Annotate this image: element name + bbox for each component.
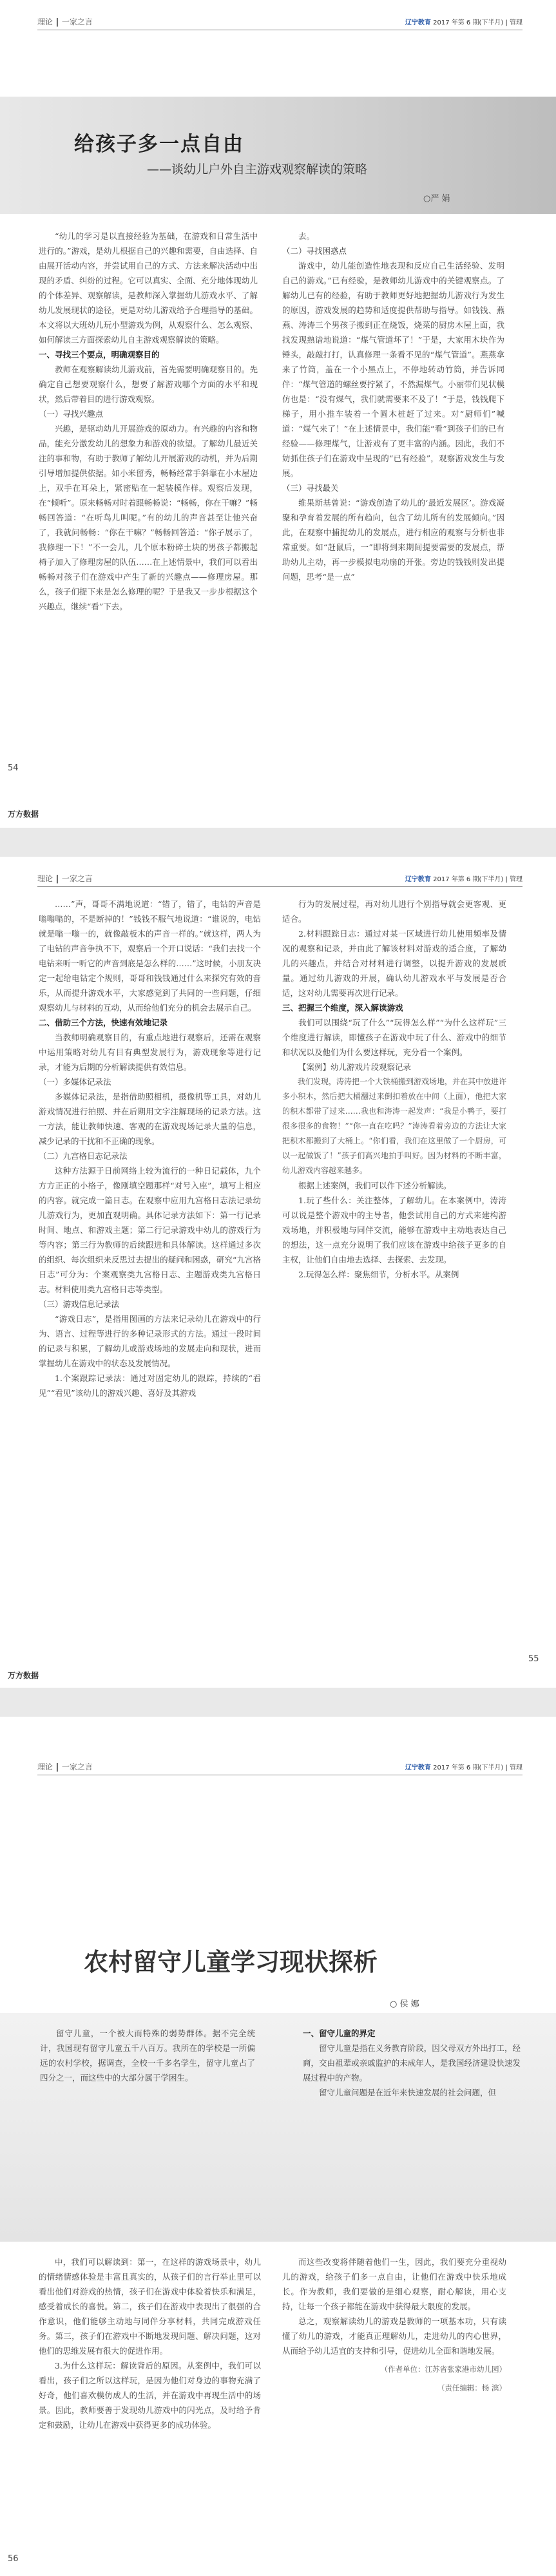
page-gap — [0, 828, 556, 857]
paragraph: 2.材料跟踪日志：通过对某一区域进行幼儿使用频率及情况的观察和记录，并由此了解该材料对游戏的适合度，了解幼儿的兴趣点，并结合对材料进行调整，以提升游戏的发展质量。通过幼儿游戏的开展，确认幼儿游戏水平与发展是否合适，这对幼儿需要再次进行记录。 — [282, 929, 506, 998]
page-gap — [0, 1688, 556, 1717]
paragraph: 多媒体记录法，是指借助照相机，摄像机等工具，对幼儿游戏情况进行拍照、并在后期用文字注解现场的记录方法。这一方法，能让教师快速、客观的在游戏现场记录大量的信息，减少记录的干扰和不正确的现象。 — [39, 1092, 261, 1146]
section-heading: 一、留守儿童的界定 — [303, 2028, 376, 2038]
paragraph: 我们可以围绕“玩了什么”“玩得怎么样”“为什么这样玩”三个维度进行解读，即懂孩子在游戏中玩了什么、游戏中的细节和状况以及他们为什么要这样玩，充分看一个案例。 — [282, 1018, 506, 1057]
paragraph: 留守儿童问题是在近年来快速发展的社会问题，但 — [319, 2088, 497, 2097]
body-column-left — [39, 897, 261, 1400]
running-header — [37, 867, 522, 887]
paragraph: 1.玩了些什么：关注整体，了解幼儿。在本案例中，涛涛可以说是整个游戏中的主导者，他尝试用自己的方式来建构游戏场地，并积极地与同伴交流，能够在游戏中主动地表达自己的想法，这一点充分说明了我们应该在游戏中给孩子更多的自主权，让他们自由地去选择、去探索、去发现。 — [282, 1196, 506, 1264]
article-banner — [0, 97, 556, 214]
paragraph: 【案例】幼儿游戏片段观察记录 — [298, 1062, 412, 1072]
abstract-band — [0, 2013, 556, 2242]
paragraph: 1.个案跟踪记录法：通过对固定幼儿的跟踪，持续的“看见”“看见”该幼儿的游戏兴趣、喜好及其游戏 — [39, 1373, 261, 1398]
journal-info: 辽宁教育 2017 年第 6 期(下半月) | 管理 — [405, 19, 522, 26]
paragraph: 留守儿童，一个被大而特殊的弱势群体。据不完全统计，我国现有留守儿童五千八百万。我所在的学校是一所偏远的农村学校，据调查，全校一千多名学生，留守儿童占了四分之一，而这些中的大部分属于学困生。 — [40, 2028, 255, 2083]
article-author: ○ 侯 娜 — [390, 1999, 419, 2009]
running-header — [37, 10, 522, 30]
section-heading: 三、把握三个维度，深入解读游戏 — [282, 1003, 403, 1013]
journal-info: 辽宁教育 2017 年第 6 期(下半月) | 管理 — [405, 876, 522, 883]
paragraph: 兴趣，是驱动幼儿开展游戏的原动力。有兴趣的内容和物品，能充分激发幼儿的想象力和游戏的欲望。了解幼儿最近关注的事和物，有助于教师了解幼儿开展游戏的动机，并为后期引导增加提供依据。如小米留秀，畅畅经常手斜靠在小木屋边上，双手在耳朵上，紧密贴在一起装模作样。观察后发现，在“倾听”。原来畅畅对时着跟畅畅说：“畅畅，你在干嘛？”畅畅回答道：“在听鸟儿叫呢。”有的幼儿的声音甚至让他兴奋了，我就问畅畅：“你在干嘛？”畅畅回答道：“你子展示了，我修理一下！”不一会儿，几个原本粉碎土块的男孩子都搬起椅子加入了修理房屋的队伍……在上述情景中，我们可以看出畅畅对孩子们在游戏中产生了新的兴趣点——修理房屋。那么，孩子们提下来是怎么修理的呢？于是我又一步步根据这个兴趣点，继续“看”下去。 — [39, 424, 258, 611]
column-label: 理论 | 一家之言 — [37, 874, 93, 884]
signature-line: （责任编辑：杨 滨） — [437, 2383, 506, 2392]
page-number: 55 — [528, 1654, 539, 1664]
paragraph: “游戏日志”，是指用图画的方法来记录幼儿在游戏中的行为、语言、过程等进行的多种记录形式的方法。通过一段时间的记录与积累，了解幼儿或游戏场地的发展走向和现状，进而掌握幼儿在游戏中的状态及发展情况。 — [39, 1314, 261, 1368]
footer-brand: 万方数据 — [8, 1671, 39, 1680]
section-heading: 二、借助三个方法，快速有效地记录 — [39, 1018, 168, 1027]
paragraph: 留守儿童是指在义务教育阶段，因父母双方外出打工，经商，交由祖辈或亲戚监护的未成年人，是我国经济建设快速发展过程中的产物。 — [303, 2043, 521, 2083]
column-label: 理论 | 一家之言 — [37, 17, 93, 27]
paragraph: 去。 — [298, 231, 315, 241]
page-number: 54 — [8, 763, 19, 773]
paragraph: 游戏中，幼儿能创造性地表现和反应自己生活经验、发明自己的游戏。”已有经验，是教师幼儿游戏中的关键观察点。了解幼儿已有的经验，有助于教师更好地把握幼儿游戏行为发生的原因，游戏发展的趋势和适度提供帮助与指导。如钱钱、燕燕、涛涛三个男孩子搬到正在烧饭，烧菜的厨房木屋上面，我找发现熟谙地说道：“煤气管道坏了！”于是，大家用木块作为锤头，敲敲打打，认真修理一条看不见的“煤气管道”。燕燕拿来了竹筒，盖在一个小黑点上，不停地转动竹筒，并告诉同伴：“煤气管道的螺丝要拧紧了，不然漏煤气。小丽带们见状模仿也是：“没有煤气，我们就需要来不及了！”于是，钱钱爬下梯子，用小推车装着一个圆木桩赶了过来。对“厨师们”喊道：“煤气来了！”在上述情景中，我们能“看”到孩子们的已有经验——修理煤气，让游戏有了更丰富的内涵。因此，我们不妨抓住孩子们在游戏中呈现的“已有经验”，观察游戏发生与发展。 — [282, 261, 504, 478]
subsection-heading: （三）寻找最关 — [282, 483, 339, 493]
subsection-heading: （二）九宫格日志记录法 — [39, 1151, 128, 1161]
paragraph: 而这些改变将伴随着他们一生，因此，我们要充分重视幼儿的游戏，给孩子们多一点自由，让他们在游戏中快乐地成长。作为教师，我们要做的是细心观察，耐心解读，用心支持，让每一个孩子都能在游戏中获得最大限度的发展。 — [282, 2257, 506, 2311]
paragraph: 总之，观察解读幼儿的游戏是教师的一项基本功，只有读懂了幼儿的游戏，才能真正理解幼儿，走进幼儿的内心世界，从而给予幼儿适宜的支持和引导，促进幼儿全面和谐地发展。 — [282, 2316, 506, 2356]
paragraph: 教师在观察解读幼儿游戏前，首先需要明确观察目的。先确定自己想要观察什么，想要了解游戏哪个方面的水平和现状，然后带着目的进行游戏观察。 — [39, 365, 258, 404]
body-column-right — [282, 229, 504, 584]
body-column-right — [282, 897, 506, 1282]
footer-brand: 万方数据 — [8, 810, 39, 819]
body-column-left — [39, 229, 258, 614]
abstract-left — [40, 2026, 255, 2085]
page-55 — [0, 857, 556, 1688]
body-column-left — [39, 2255, 261, 2432]
subsection-heading: （一）寻找兴趣点 — [39, 409, 104, 419]
running-header — [37, 1755, 522, 1775]
article-author: ○严 娟 — [423, 194, 450, 204]
paragraph: “幼儿的学习是以直接经验为基础，在游戏和日常生活中进行的。”游戏，是幼儿根据自己的兴趣和需要，自由选择、自由展开活动内容，并尝试用自己的方式、方法来解决活动中出现的矛盾、纠纷的过程。它可以真实、全面、充分地体现幼儿的个体差异、观察解读，是教师深入掌握幼儿游戏水平、了解幼儿发展现状的途径，更是对幼儿游戏给予合理指导的基础。本文将以大班幼儿玩小型游戏为例，从观察什么、怎么观察、如何解读三方面探索幼儿自主游戏观察解读的策略。 — [39, 231, 258, 345]
article-title: 农村留守儿童学习现状探析 — [84, 1948, 378, 1976]
subsection-heading: （二）寻找困惑点 — [282, 246, 347, 256]
paragraph: ……”声，哥哥不满地说道：“错了，错了，电钻的声音是嗡嗡嗡的，不是断掉的！”钱钱不服气地说道：“谁说的，电钻就是嗡一嗡一的，就像敲板木的声音一样的。”就这样，两人为了电钻的声音争执不下，观察后一个开口说话：“我们去找一个电钻来听一听它的声音到底是怎么样的……”这时候，小朋友决定一起给电钻定个规则，哥哥和钱钱通过什么来探究有效的音乐，从而提升游戏水平，大家感觉到了共同的一些问题，仔细观察幼儿与材料的互动，从而给他们充分的机会去展示自己。 — [39, 899, 261, 1013]
paragraph: 维果斯基曾说：“游戏创造了幼儿的‘最近发展区’。游戏凝聚和孕育着发展的所有趋向，包含了幼儿所有的发展倾向。”因此，在观察中捕捉幼儿的发展点，进行相应的观察与分析也非常重要。如“赶鼠后，一”即将到来期间提要需要的发展点，帮助幼儿主动，再一步模拟电动扇的开张。旁边的钱钱则发出提问题，思考“是一点” — [282, 498, 504, 582]
article-title: 给孩子多一点自由 — [74, 133, 244, 156]
article-subtitle: ——谈幼儿户外自主游戏观察解读的策略 — [147, 162, 368, 177]
column-label: 理论 | 一家之言 — [37, 1762, 93, 1772]
paragraph: 2.玩得怎么样：聚焦细节，分析水平。从案例 — [298, 1270, 459, 1279]
paragraph: 当教师明确观察目的，有重点地进行观察后，还需在观察中运用策略对幼儿有目有典型发展行为，游戏现象等进行记录，才能为后期的分析解读提供有效信息。 — [39, 1033, 261, 1072]
subsection-heading: （三）游戏信息记录法 — [39, 1299, 120, 1309]
page-54 — [0, 0, 556, 828]
paragraph: 中，我们可以解读到：第一，在这样的游戏场景中，幼儿的情绪情感体验是丰富且真实的，从孩子们的言行举止里可以看出他们对游戏的热情，孩子们在游戏中体验着快乐和满足，感受着成长的喜悦。第二，孩子们在游戏中表现出了很强的合作意识，他们能够主动地与同伴分享材料，共同完成游戏任务。第三，孩子们在游戏中不断地发现问题、解决问题，这对他们的思维发展有很大的促进作用。 — [39, 2257, 261, 2356]
paragraph: 3.为什么这样玩：解读背后的原因。从案例中，我们可以看出，孩子们之所以这样玩，是因为他们对身边的事物充满了好奇，他们喜欢模仿成人的生活，并在游戏中再现生活中的场景。因此，教师要善于发现幼儿游戏中的闪光点，及时给予肯定和鼓励，让幼儿在游戏中获得更多的成功体验。 — [39, 2361, 261, 2430]
paragraph: 根据上述案例，我们可以作下述分析解读。 — [298, 1181, 452, 1190]
page-56 — [0, 1717, 556, 2576]
paragraph: 这种方法源于日前网络上较为流行的一种日记载体，九个方方正正的小格子，像刚填空题那样“对号入座”，填写上相应的内容。就完成一篇日志。在观察中应用九宫格日志法记录幼儿游戏行为，更加直观明确。具体记录方法如下：第一行记录时间、地点、和游戏主题；第二行记录游戏中幼儿的游戏行为等内容；第三行为教师的后续跟进和具体解读。这样通过多次的组织、每次组织来反思过去提出的疑问和困惑，研究“九宫格日志”可分为：个案观察类九宫格日志、主题游戏类九宫格日志。材料使用类九宫格日志等类型。 — [39, 1166, 261, 1294]
body-column-right — [282, 2255, 506, 2396]
journal-info: 辽宁教育 2017 年第 6 期(下半月) | 管理 — [405, 1764, 522, 1771]
paragraph: 我们发现，涛涛把一个大铁桶搬到游戏场地，并在其中放进许多小积木，然后把大桶翻过来倒扣着放在中间（上面），他把大家的积木都带了过来……我也和涛涛一起发声：“我是小鸭子，要打很多很多的食物！”“你一直在吃吗？”涛涛看着旁边的方法让大家把积木都搬到了大桶上。“你们看，我们在这里做了一个厨房，可以一起做饭了！”孩子们高兴地拍手叫好。因为材料的不断丰富，幼儿游戏内容越来越多。 — [282, 1077, 507, 1175]
signature-line: （作者单位：江苏省张家港市幼儿园） — [380, 2365, 506, 2374]
paragraph: 行为的发展过程，再对幼儿进行个别指导就会更客观、更适合。 — [282, 899, 506, 924]
section-heading: 一、寻找三个要点，明确观察目的 — [39, 350, 160, 359]
abstract-right — [303, 2026, 521, 2100]
subsection-heading: （一）多媒体记录法 — [39, 1077, 111, 1087]
page-number: 56 — [8, 2554, 19, 2564]
